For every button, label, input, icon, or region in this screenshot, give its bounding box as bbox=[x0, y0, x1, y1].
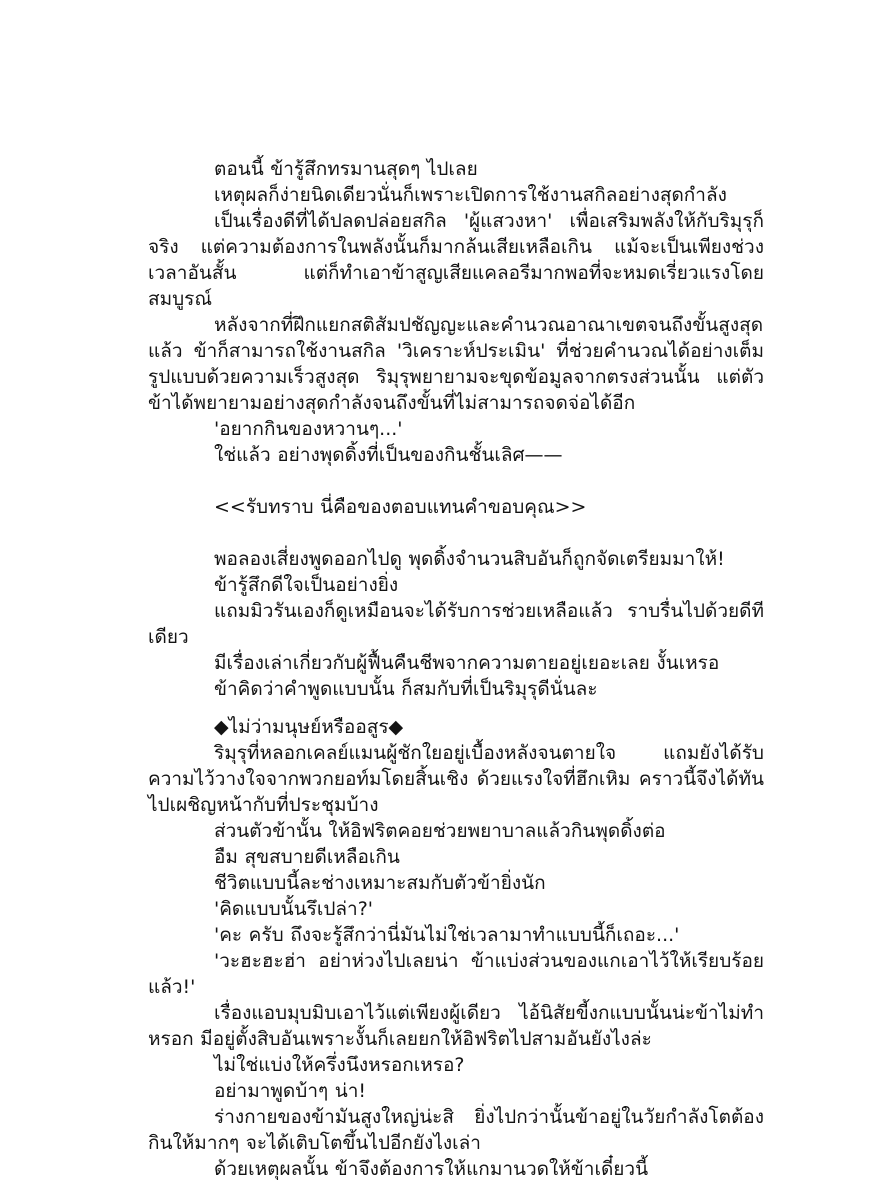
paragraph: ใช่แล้ว อย่างพุดดิ้งที่เป็นของกินชั้นเลิศ—— bbox=[214, 444, 563, 466]
paragraph: อืม สุขสบายดีเหลือเกิน bbox=[214, 846, 400, 868]
paragraph: ข้าคิดว่าคำพูดแบบนั้น ก็สมกับที่เป็นริมุรุดีนั่นละ bbox=[214, 678, 598, 700]
paragraph: แถมมิวรันเองก็ดูเหมือนจะได้รับการช่วยเหลือแล้ว ราบรื่นไปด้วยดีทีเดียว bbox=[148, 600, 764, 648]
paragraph: 'คิดแบบนั้นรึเปล่า?' bbox=[214, 898, 373, 920]
paragraph: <<รับทราบ นี่คือของตอบแทนคำขอบคุณ>> bbox=[214, 496, 587, 518]
paragraph: เหตุผลก็ง่ายนิดเดียวนั่นก็เพราะเปิดการใช้งานสกิลอย่างสุดกำลัง bbox=[214, 184, 727, 206]
paragraph: ข้ารู้สึกดีใจเป็นอย่างยิ่ง bbox=[214, 574, 399, 596]
paragraph: ด้วยเหตุผลนั้น ข้าจึงต้องการให้แกมานวดให้ข้าเดี๋ยวนี้ bbox=[214, 1158, 649, 1180]
paragraph: ริมุรุที่หลอกเคลย์แมนผู้ชักใยอยู่เบื้องหลังจนตายใจ แถมยังได้รับความไว้วางใจจากพวกยอท์มโดยสิ้นเชิง ด้วยแรงใจที่ฮึกเหิม คราวนี้จึงได้ทันไปเผชิญหน้ากับที่ประชุมบ้าง bbox=[148, 742, 764, 816]
paragraph: ไม่ใช่แบ่งให้ครึ่งนึงหรอกเหรอ? bbox=[214, 1054, 465, 1076]
paragraph: 'อยากกินของหวานๆ...' bbox=[214, 418, 403, 440]
paragraph: มีเรื่องเล่าเกี่ยวกับผู้ฟื้นคืนชีพจากความตายอยู่เยอะเลย งั้นเหรอ bbox=[214, 652, 720, 674]
paragraph: ตอนนี้ ข้ารู้สึกทรมานสุดๆ ไปเลย bbox=[214, 158, 478, 180]
paragraph: เรื่องแอบมุบมิบเอาไว้แต่เพียงผู้เดียว ไอ้นิสัยขี้งกแบบนั้นน่ะข้าไม่ทำหรอก มีอยู่ตั้งสิบอันเพราะงั้นก็เลยยกให้อิฟริตไปสามอันยังไงล่ะ bbox=[148, 1002, 764, 1050]
paragraph: 'วะฮะฮะฮ่า อย่าห่วงไปเลยน่า ข้าแบ่งส่วนของแกเอาไว้ให้เรียบร้อยแล้ว!' bbox=[148, 950, 764, 998]
paragraph: พอลองเสี่ยงพูดออกไปดู พุดดิ้งจำนวนสิบอันก็ถูกจัดเตรียมมาให้! bbox=[214, 548, 725, 570]
paragraph: เป็นเรื่องดีที่ได้ปลดปล่อยสกิล 'ผู้แสวงหา' เพื่อเสริมพลังให้กับริมุรุก็จริง แต่ความต้องการในพลังนั้นก็มากล้นเสียเหลือเกิน แม้จะเป็นเพียงช่วงเวลาอันสั้น แต่ก็ทำเอาข้าสูญเสียแคลอรีมากพอที่จะหมดเรี่ยวแรงโดยสมบูรณ์ bbox=[148, 210, 764, 310]
paragraph: ร่างกายของข้ามันสูงใหญ่น่ะสิ ยิ่งไปกว่านั้นข้าอยู่ในวัยกำลังโตต้องกินให้มากๆ จะได้เติบโตขึ้นไปอีกยังไงเล่า bbox=[148, 1106, 764, 1154]
paragraph: ชีวิตแบบนี้ละช่างเหมาะสมกับตัวข้ายิ่งนัก bbox=[214, 872, 546, 894]
page-text bbox=[148, 156, 764, 1182]
section-heading: ◆ไม่ว่ามนุษย์หรืออสูร◆ bbox=[214, 716, 404, 738]
paragraph: หลังจากที่ฝึกแยกสติสัมปชัญญะและคำนวณอาณาเขตจนถึงขั้นสูงสุดแล้ว ข้าก็สามารถใช้งานสกิล 'วิเคราะห์ประเมิน' ที่ช่วยคำนวณได้อย่างเต็มรูปแบบด้วยความเร็วสูงสุด ริมุรุพยายามจะขุดข้อมูลจากตรงส่วนนั้น แต่ตัวข้าได้พยายามอย่างสุดกำลังจนถึงขั้นที่ไม่สามารถจดจ่อได้อีก bbox=[148, 314, 764, 414]
paragraph: ส่วนตัวข้านั้น ให้อิฟริตคอยช่วยพยาบาลแล้วกินพุดดิ้งต่อ bbox=[214, 820, 666, 842]
paragraph: 'คะ ครับ ถึงจะรู้สึกว่านี่มันไม่ใช่เวลามาทำแบบนี้ก็เถอะ...' bbox=[214, 924, 680, 946]
paragraph: อย่ามาพูดบ้าๆ น่า! bbox=[214, 1080, 367, 1102]
